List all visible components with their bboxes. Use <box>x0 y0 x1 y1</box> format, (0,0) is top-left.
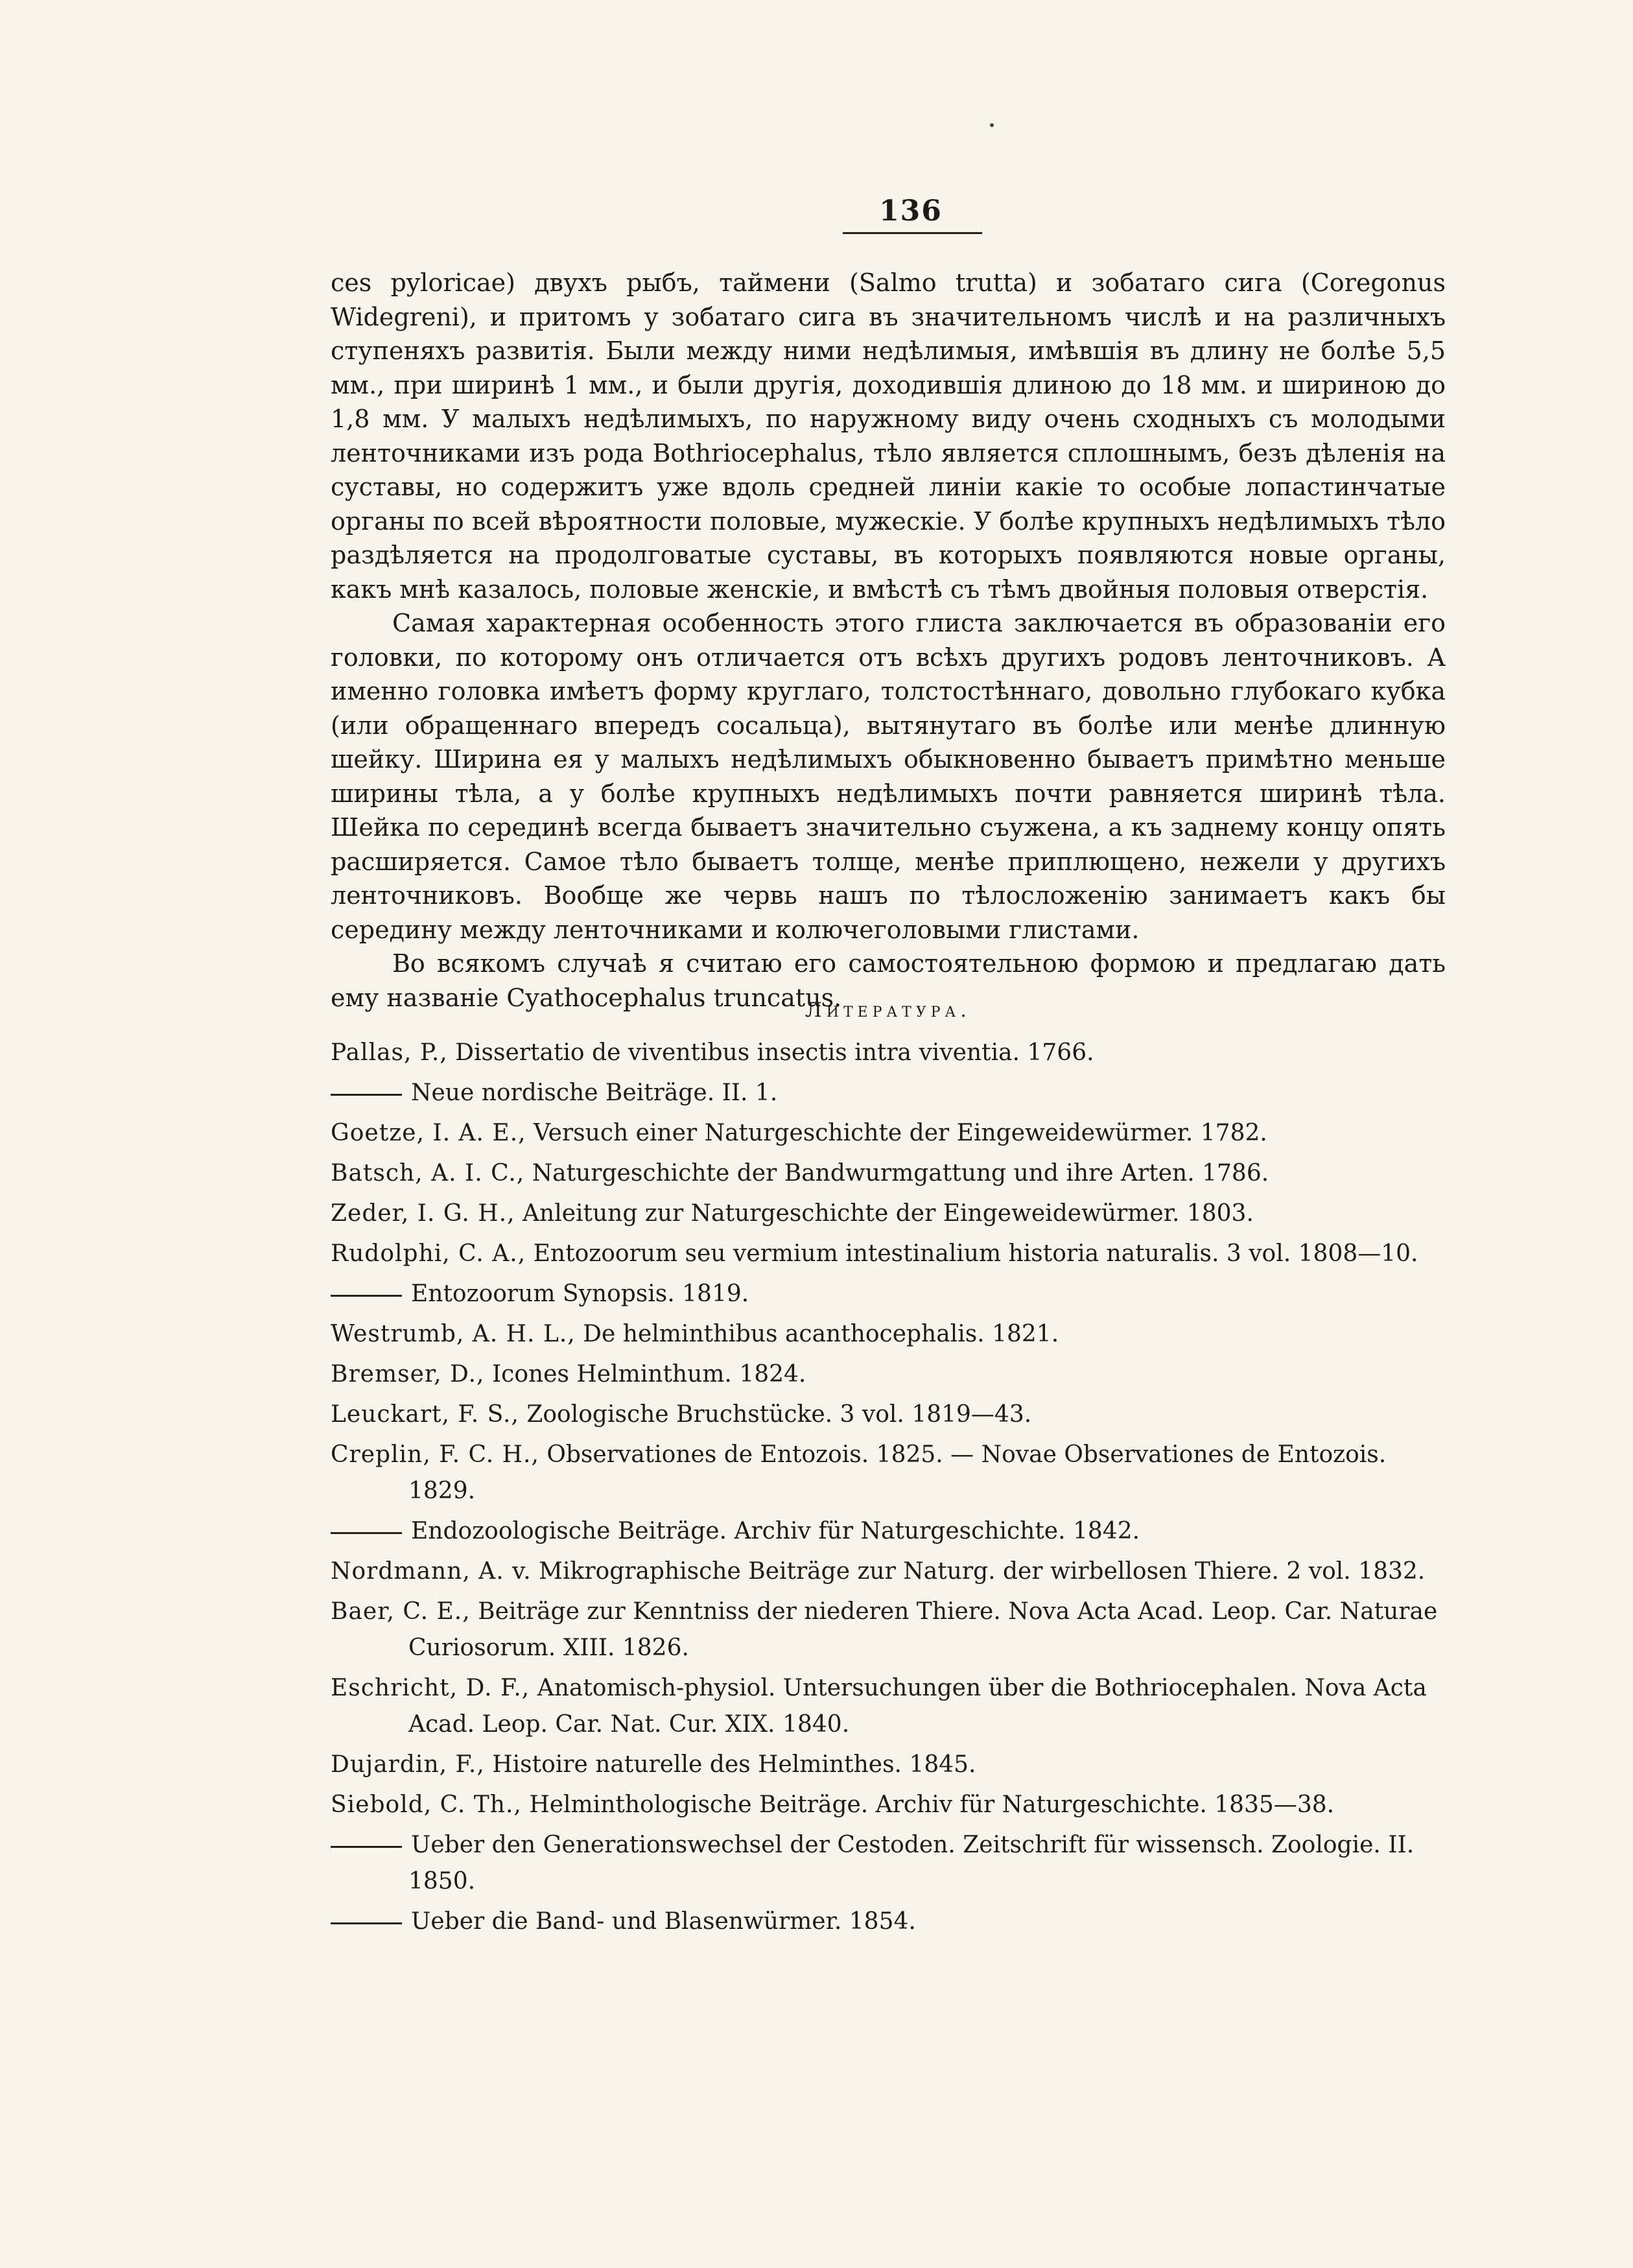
reference-item <box>331 1196 1446 1232</box>
reference-item <box>331 1397 1446 1433</box>
reference-title: Neue nordische Beiträge. II. 1. <box>411 1080 778 1106</box>
reference-title: Ueber den Generationswechsel der Cestoden. Zeitschrift für wissensch. Zoologie. II. 1850. <box>408 1832 1415 1895</box>
reference-author: Nordmann, A. v. <box>331 1558 532 1585</box>
reference-title: De helminthibus acanthocephalis. 1821. <box>575 1321 1059 1347</box>
reference-item <box>331 1356 1446 1393</box>
body-text <box>331 266 1446 1015</box>
reference-item <box>331 1747 1446 1783</box>
paragraph-1: ces pyloricae) двухъ рыбъ, таймени (Salmo trutta) и зобатаго сига (Coregonus Widegreni), и притомъ у зобатаго сига въ значительномъ числѣ и на различныхъ ступеняхъ развитія. Были между ними недѣлимыя, имѣвшія въ длину не болѣе 5,5 мм., при ширинѣ 1 мм., и были другія, доходившія длиною до 18 мм. и шириною до 1,8 мм. У малыхъ недѣлимыхъ, по наружному виду очень сходныхъ съ молодыми ленточниками изъ рода Bothriocephalus, тѣло является сплошнымъ, безъ дѣленія на суставы, но содержитъ уже вдоль средней линіи какіе то особые лопастинчатые органы по всей вѣроятности половые, мужескіе. У болѣе крупныхъ недѣлимыхъ тѣло раздѣляется на продолговатые суставы, въ которыхъ появляются новые органы, какъ мнѣ казалось, половые женскіе, и вмѣстѣ съ тѣмъ двойныя половыя отверстія. <box>331 268 1446 604</box>
reference-title: Icones Helminthum. 1824. <box>484 1361 806 1388</box>
reference-item <box>331 1437 1446 1509</box>
reference-author: Creplin, F. C. H., <box>331 1441 539 1468</box>
reference-author: Dujardin, F., <box>331 1751 485 1778</box>
reference-author: Bremser, D., <box>331 1361 485 1388</box>
paragraph-2: Самая характерная особенность этого глиста заключается въ образованіи его головки, по которому онъ отличается отъ всѣхъ другихъ родовъ ленточниковъ. А именно головка имѣетъ форму круглаго, толстостѣннаго, довольно глубокаго кубка (или обращеннаго впередъ сосальца), вытянутаго въ болѣе или менѣе длинную шейку. Ширина ея у малыхъ недѣлимыхъ обыкновенно бываетъ примѣтно меньше ширины тѣла, а у болѣе крупныхъ недѣлимыхъ почти равняется ширинѣ тѣла. Шейка по серединѣ всегда бываетъ значительно съужена, а къ заднему концу опять расширяется. Самое тѣло бываетъ толще, менѣе приплющено, нежели у другихъ ленточниковъ. Вообще же червь нашъ по тѣлосложенію занимаетъ какъ бы середину между ленточниками и колючеголовыми глистами. <box>331 609 1446 944</box>
reference-title: Anleitung zur Naturgeschichte der Eingeweidewürmer. 1803. <box>515 1200 1254 1227</box>
reference-author: Batsch, A. I. C., <box>331 1160 525 1187</box>
reference-item <box>331 1594 1446 1666</box>
reference-item <box>331 1115 1446 1152</box>
reference-title: Beiträge zur Kenntniss der niederen Thiere. Nova Acta Acad. Leop. Car. Naturae Curiosorum. XIII. 1826. <box>408 1598 1438 1661</box>
reference-author: Leuckart, F. S., <box>331 1401 519 1428</box>
reference-title: Observationes de Entozois. 1825. — Novae Observationes de Entozois. 1829. <box>408 1441 1387 1504</box>
reference-title: Helminthologische Beiträge. Archiv für Naturgeschichte. 1835—38. <box>521 1791 1335 1818</box>
page-number: 136 <box>879 195 943 228</box>
reference-item <box>331 1035 1446 1071</box>
reference-item <box>331 1276 1446 1312</box>
reference-item <box>331 1316 1446 1353</box>
reference-item <box>331 1553 1446 1590</box>
paragraph-3: Во всякомъ случаѣ я считаю его самостоятельною формою и предлагаю дать ему названіе Cyathocephalus truncatus. <box>331 949 1446 1012</box>
page-number-rule <box>843 232 982 234</box>
reference-item <box>331 1236 1446 1272</box>
reference-author: Goetze, I. A. E., <box>331 1120 526 1146</box>
literature-heading: Литература. <box>805 998 972 1022</box>
reference-title: Zoologische Bruchstücke. 3 vol. 1819—43. <box>519 1401 1032 1428</box>
reference-item <box>331 1670 1446 1743</box>
reference-title: Endozoologische Beiträge. Archiv für Naturgeschichte. 1842. <box>411 1518 1140 1544</box>
reference-title: Entozoorum Synopsis. 1819. <box>411 1281 749 1307</box>
reference-title: Anatomisch-physiol. Untersuchungen über die Bothriocephalen. Nova Acta Acad. Leop. Car. Nat. Cur. XIX. 1840. <box>408 1675 1427 1738</box>
reference-title: Mikrographische Beiträge zur Naturg. der wirbellosen Thiere. 2 vol. 1832. <box>531 1558 1426 1585</box>
reference-author: Zeder, I. G. H., <box>331 1200 515 1227</box>
reference-item <box>331 1827 1446 1900</box>
reference-author: Rudolphi, C. A., <box>331 1240 526 1267</box>
speck <box>990 123 994 127</box>
reference-list <box>331 1035 1446 1944</box>
reference-title: Histoire naturelle des Helminthes. 1845. <box>484 1751 976 1778</box>
reference-title: Entozoorum seu vermium intestinalium historia naturalis. 3 vol. 1808—10. <box>526 1240 1418 1267</box>
reference-title: Dissertatio de viventibus insectis intra viventia. 1766. <box>447 1039 1094 1066</box>
reference-item <box>331 1904 1446 1940</box>
reference-author: Siebold, C. Th., <box>331 1791 522 1818</box>
reference-author: Eschricht, D. F., <box>331 1675 530 1701</box>
reference-author: Pallas, P., <box>331 1039 448 1066</box>
reference-title: Naturgeschichte der Bandwurmgattung und ihre Arten. 1786. <box>524 1160 1269 1187</box>
reference-author: Baer, C. E., <box>331 1598 471 1625</box>
reference-title: Ueber die Band- und Blasenwürmer. 1854. <box>411 1908 916 1935</box>
reference-author: Westrumb, A. H. L., <box>331 1321 576 1347</box>
reference-item <box>331 1787 1446 1823</box>
reference-title: Versuch einer Naturgeschichte der Eingeweidewürmer. 1782. <box>526 1120 1267 1146</box>
reference-item <box>331 1513 1446 1550</box>
reference-item <box>331 1155 1446 1192</box>
reference-item <box>331 1075 1446 1111</box>
